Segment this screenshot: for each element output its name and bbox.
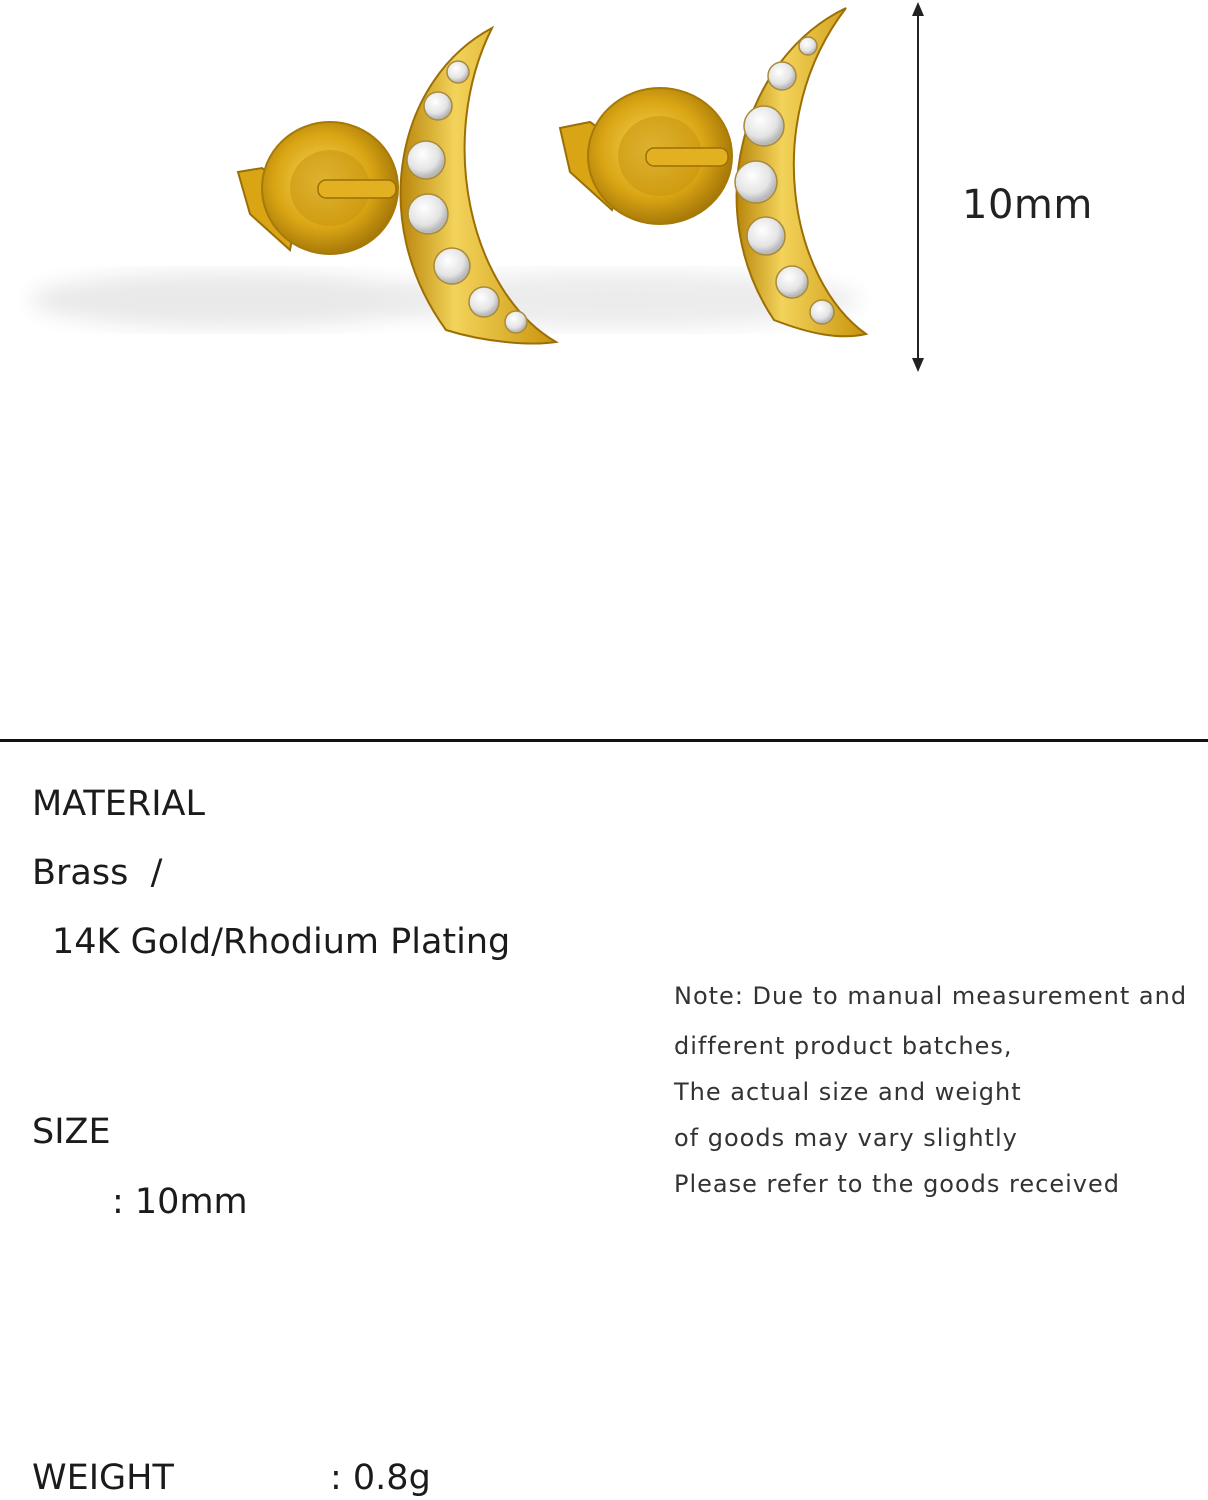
note-line-1: [674, 982, 1187, 1010]
note-line-2: different product batches,: [674, 1032, 1013, 1060]
note-line-5: Please refer to the goods received: [674, 1170, 1120, 1198]
dimension-label: 10mm: [962, 182, 1093, 228]
section-divider: [0, 739, 1208, 742]
note-line-1-text: Due to manual measurement and: [752, 982, 1188, 1010]
dimension-arrow: [912, 2, 924, 372]
note-prefix: Note:: [674, 982, 744, 1010]
size-value: : 10mm: [112, 1182, 248, 1222]
note-line-4: of goods may vary slightly: [674, 1124, 1018, 1152]
material-label: MATERIAL: [32, 784, 206, 824]
weight-label: WEIGHT: [32, 1458, 174, 1498]
note-line-3: The actual size and weight: [674, 1078, 1022, 1106]
size-label: SIZE: [32, 1112, 111, 1152]
weight-value: : 0.8g: [330, 1458, 431, 1498]
shadow-left: [30, 272, 430, 328]
material-line1: Brass /: [32, 853, 163, 893]
material-line2: 14K Gold/Rhodium Plating: [52, 922, 511, 962]
